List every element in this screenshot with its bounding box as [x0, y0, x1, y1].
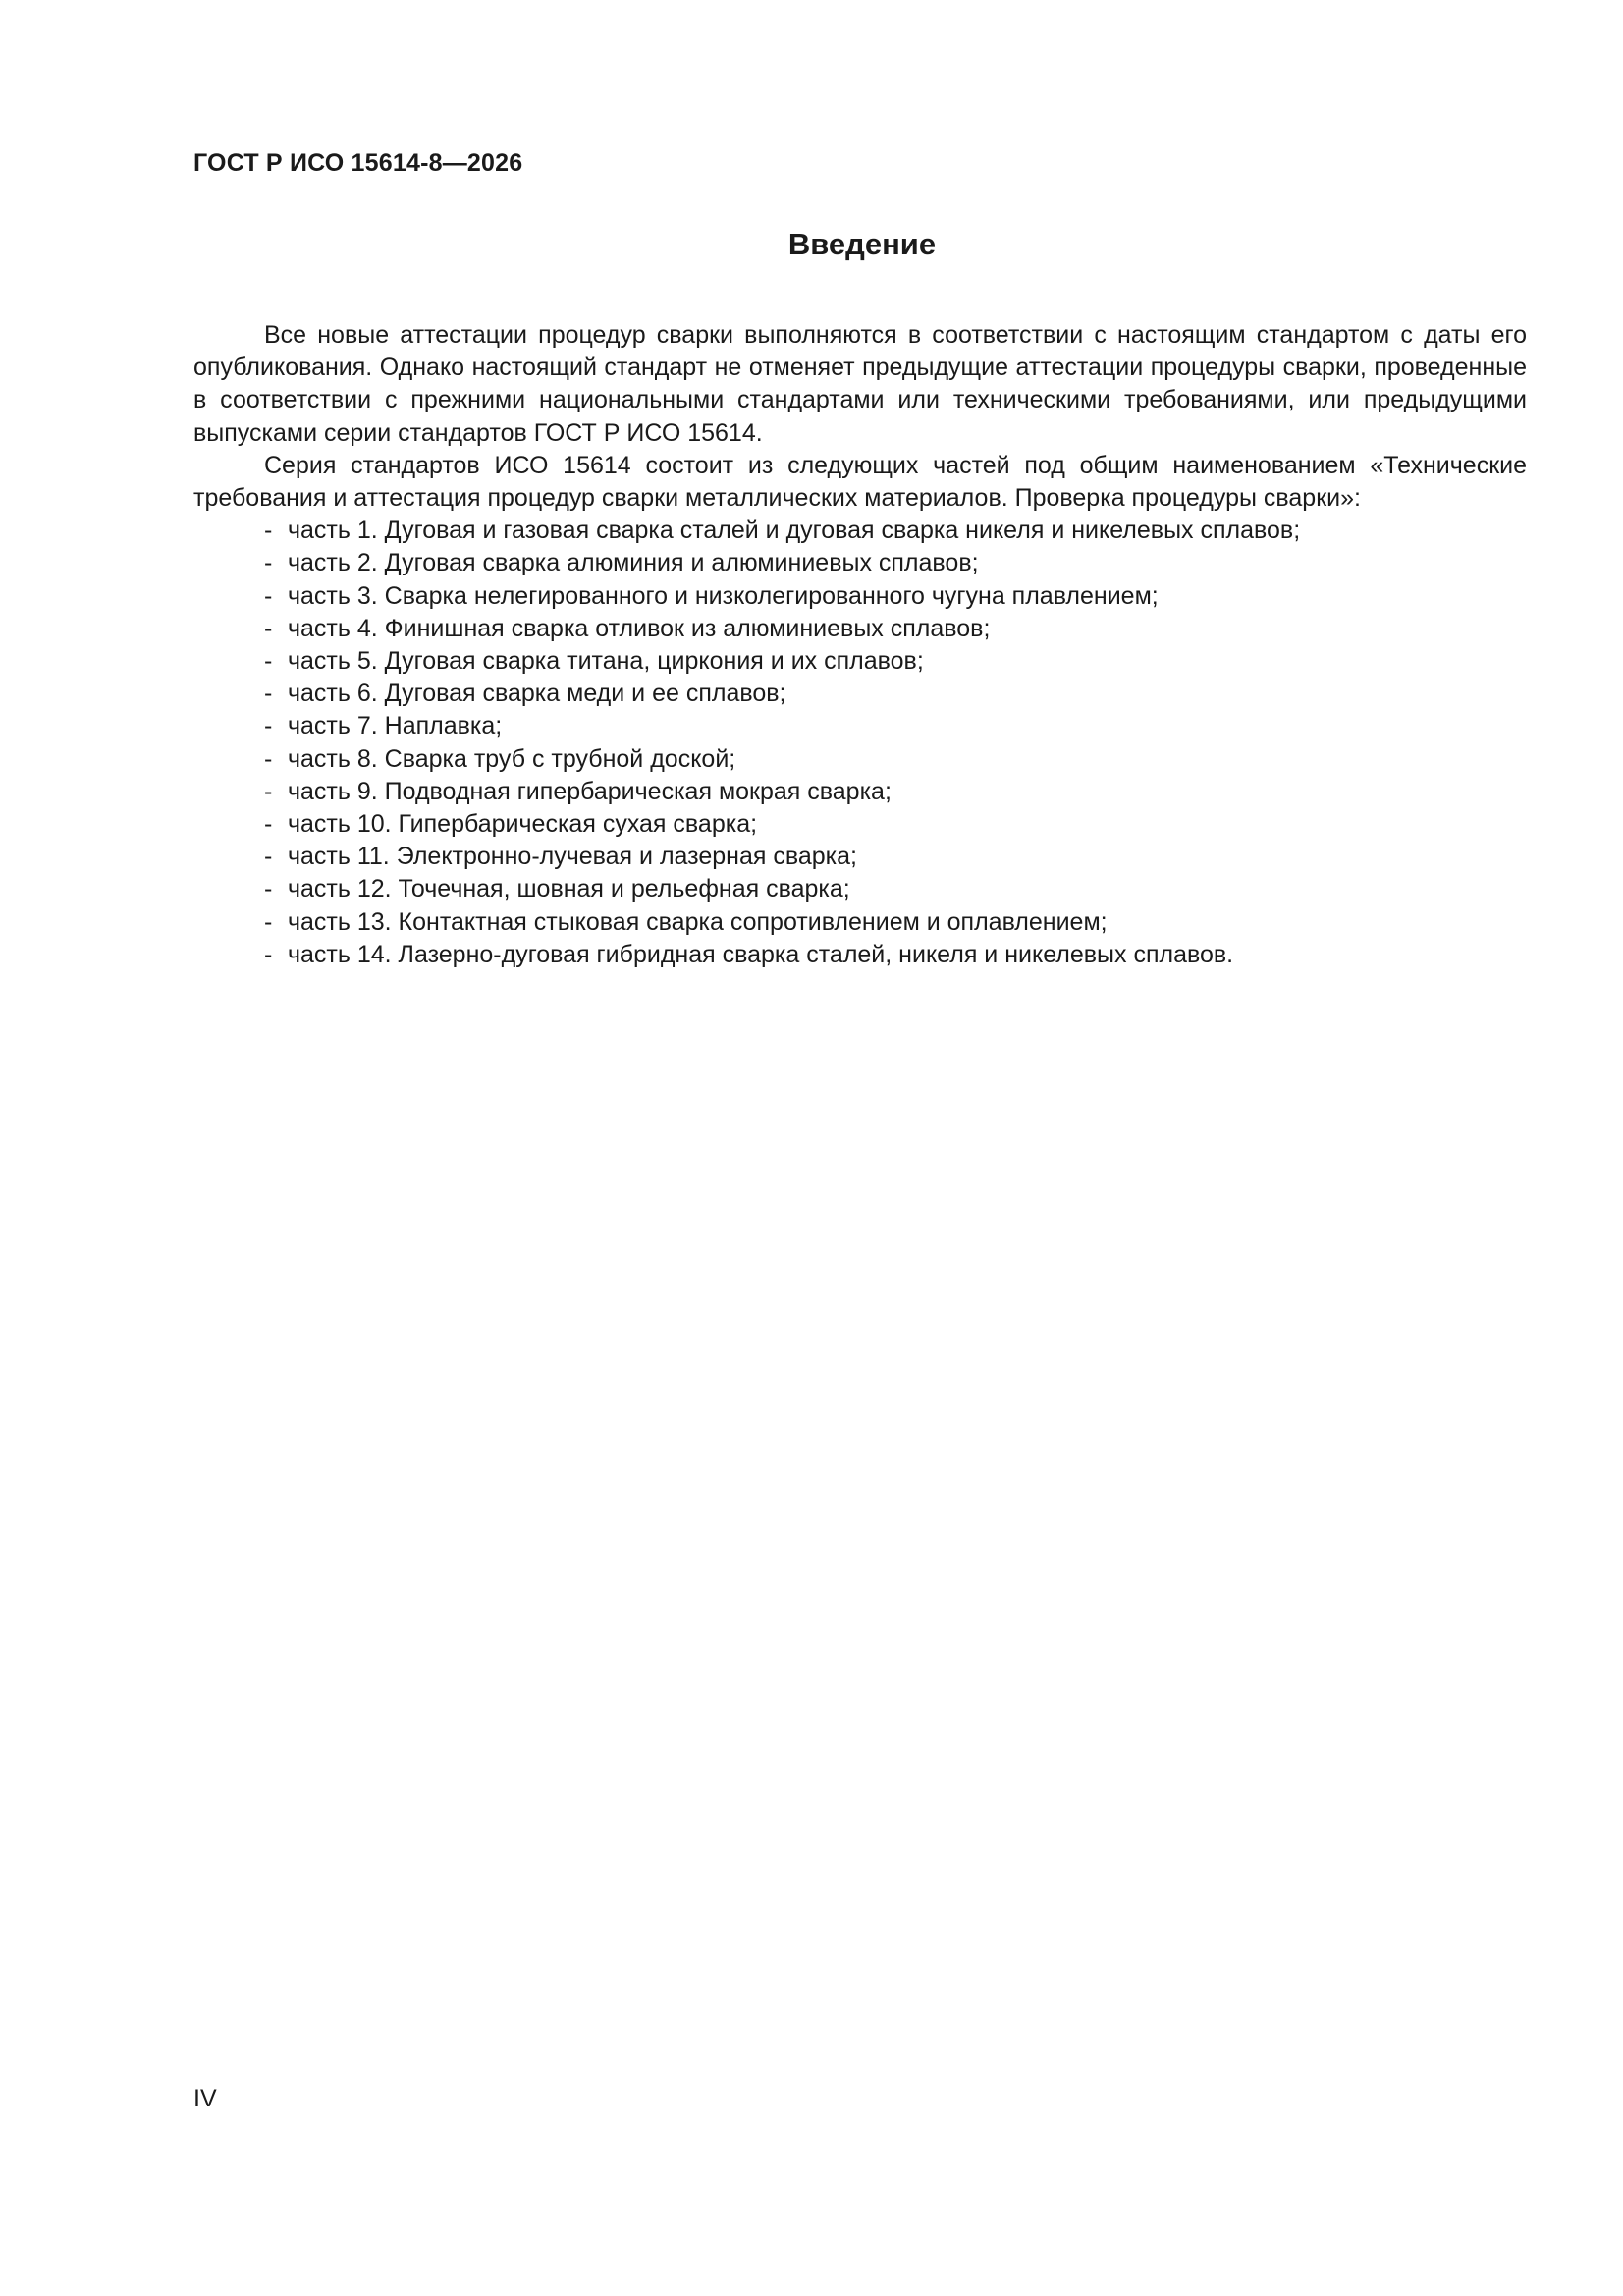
list-dash: - — [264, 647, 273, 676]
list-dash: - — [264, 581, 273, 610]
paragraph-series-description: Серия стандартов ИСО 15614 состоит из следующих частей под общим наименованием «Технические требования и аттестация процедур сварки металлических материалов. Проверка процедуры сварки»: — [193, 451, 1527, 513]
list-dash: - — [264, 744, 273, 773]
list-item-text: часть 4. Финишная сварка отливок из алюминиевых сплавов; — [288, 614, 991, 642]
section-title: Введение — [787, 227, 937, 261]
list-item-text: часть 2. Дуговая сварка алюминия и алюминиевых сплавов; — [288, 549, 979, 577]
list-item — [193, 710, 1527, 742]
parts-list — [193, 515, 1527, 971]
list-dash: - — [264, 875, 273, 903]
list-item-text: часть 1. Дуговая и газовая сварка сталей и дуговая сварка никеля и никелевых сплавов; — [288, 517, 1301, 545]
list-dash: - — [264, 614, 273, 642]
list-item-text: часть 9. Подводная гипербарическая мокрая сварка; — [288, 777, 892, 805]
list-item-text: часть 3. Сварка нелегированного и низколегированного чугуна плавлением; — [288, 581, 1159, 610]
list-dash: - — [264, 777, 273, 805]
list-dash: - — [264, 517, 273, 545]
list-item — [193, 808, 1527, 841]
list-item-text: часть 5. Дуговая сварка титана, циркония и их сплавов; — [288, 647, 924, 676]
page-number: IV — [193, 2085, 217, 2112]
list-dash: - — [264, 680, 273, 708]
list-item — [193, 776, 1527, 808]
list-item — [193, 841, 1527, 873]
list-dash: - — [264, 907, 273, 936]
list-dash: - — [264, 843, 273, 871]
list-dash: - — [264, 940, 273, 968]
list-item — [193, 613, 1527, 645]
list-item-text: часть 12. Точечная, шовная и рельефная сварка; — [288, 875, 850, 903]
list-item — [193, 547, 1527, 579]
list-item-text: часть 14. Лазерно-дуговая гибридная сварка сталей, никеля и никелевых сплавов. — [288, 940, 1234, 968]
list-item-text: часть 13. Контактная стыковая сварка сопротивлением и оплавлением; — [288, 907, 1108, 936]
paragraph-new-attestations: Все новые аттестации процедур сварки выполняются в соответствии с настоящим стандартом с даты его опубликования. Однако настоящий стандарт не отменяет предыдущие аттестации процедуры сварки, проведенные в соответствии с прежними национальными стандартами или техническими требованиями, или предыдущими выпусками серии стандартов ГОСТ Р ИСО 15614. — [193, 321, 1527, 447]
list-item-text: часть 6. Дуговая сварка меди и ее сплавов; — [288, 680, 786, 708]
document-code: ГОСТ Р ИСО 15614-8—2026 — [193, 149, 523, 177]
list-item — [193, 873, 1527, 905]
list-item-text: часть 8. Сварка труб с трубной доской; — [288, 744, 736, 773]
list-item — [193, 678, 1527, 710]
list-item-text: часть 10. Гипербарическая сухая сварка; — [288, 810, 758, 839]
list-dash: - — [264, 810, 273, 839]
list-dash: - — [264, 712, 273, 740]
list-item — [193, 580, 1527, 613]
list-item — [193, 515, 1527, 547]
list-item — [193, 645, 1527, 678]
list-item-text: часть 11. Электронно-лучевая и лазерная сварка; — [288, 843, 857, 871]
list-item-text: часть 7. Наплавка; — [288, 712, 503, 740]
document-body — [193, 319, 1527, 971]
list-item — [193, 939, 1527, 971]
list-item — [193, 906, 1527, 939]
list-dash: - — [264, 549, 273, 577]
list-item — [193, 743, 1527, 776]
